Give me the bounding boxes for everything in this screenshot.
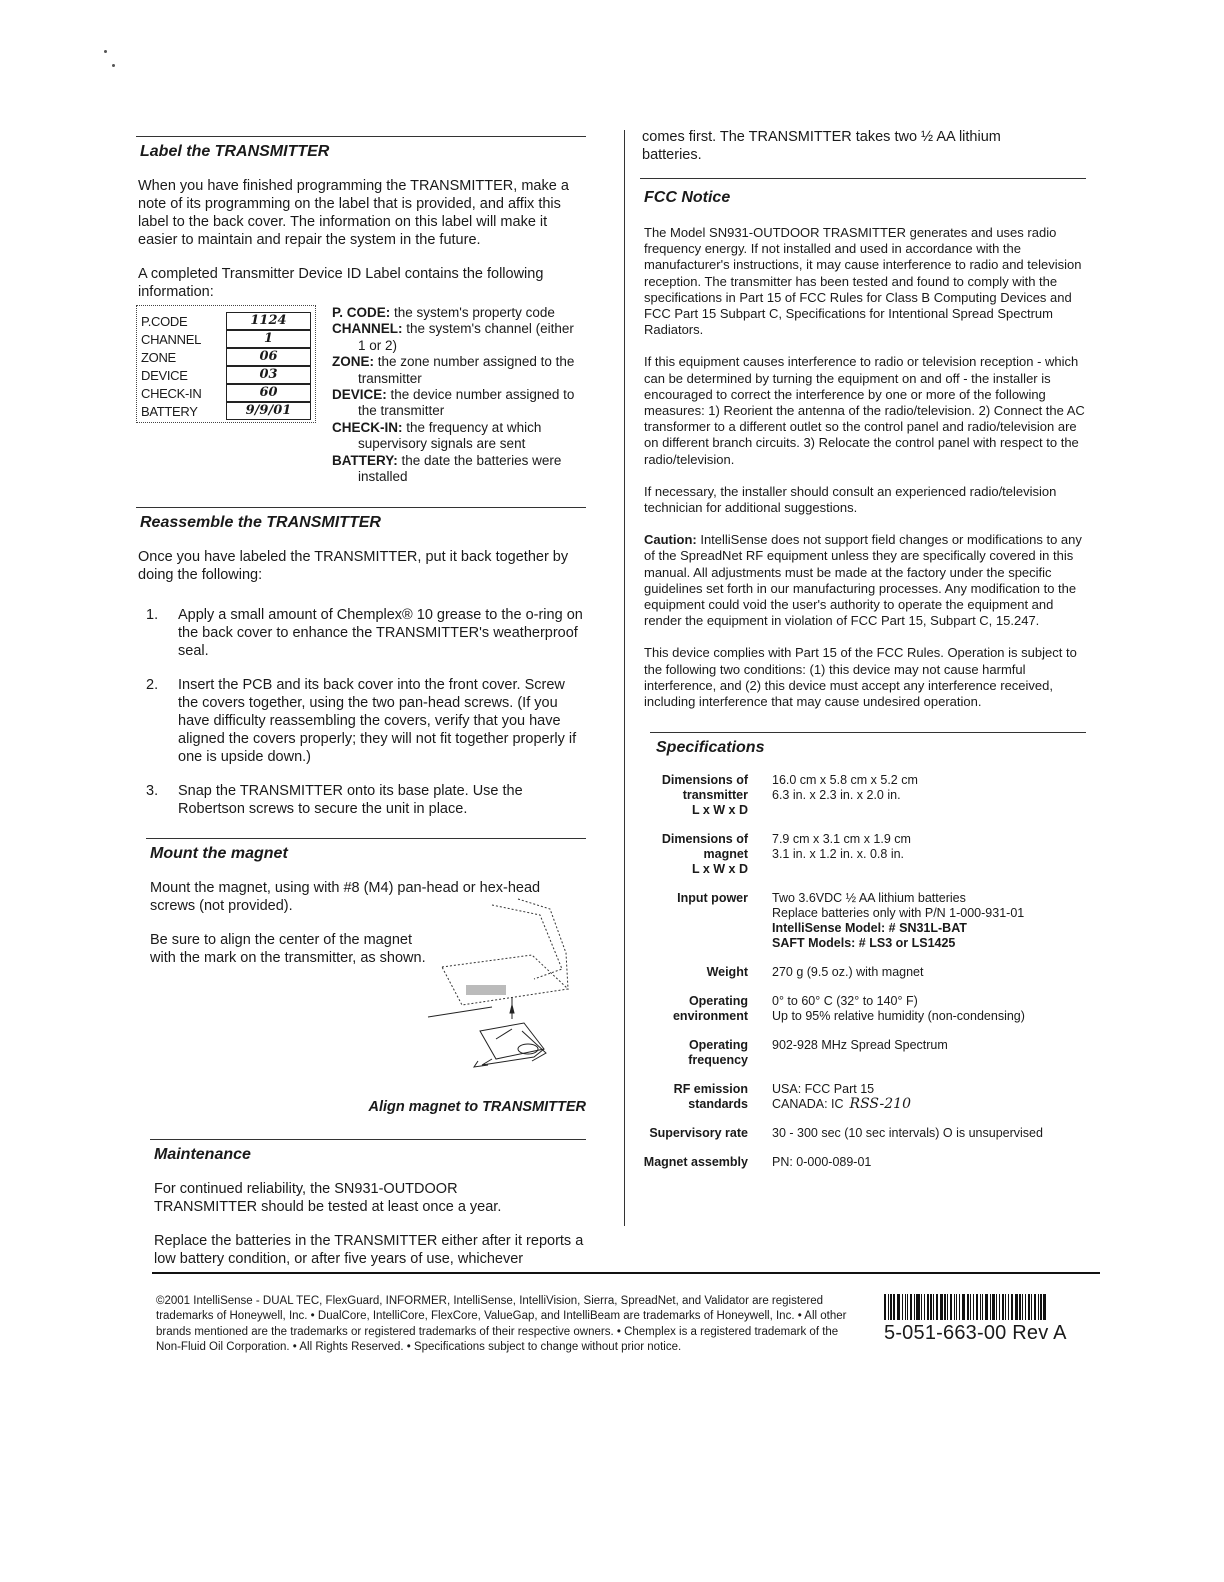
spec-row xyxy=(640,1082,1086,1112)
left-column xyxy=(136,136,586,1284)
barcode-bar xyxy=(1002,1294,1004,1320)
magnet-figure-caption: Align magnet to TRANSMITTER xyxy=(368,1099,586,1116)
barcode-bar xyxy=(1031,1294,1032,1320)
barcode-bar xyxy=(982,1294,983,1320)
label-row xyxy=(141,330,311,348)
spec-row xyxy=(640,1155,1086,1170)
barcode-bar xyxy=(956,1294,957,1320)
desc-battery: BATTERY: the date the batteries were installed xyxy=(332,452,562,485)
desc-pcode: P. CODE: the system's property code xyxy=(332,305,555,320)
spec-row xyxy=(640,994,1086,1024)
barcode-bar xyxy=(1025,1294,1026,1320)
spec-row xyxy=(640,1126,1086,1141)
spec-row xyxy=(640,773,1086,818)
column-divider xyxy=(624,130,625,1226)
label-value: 06 xyxy=(226,348,311,366)
desc-channel: CHANNEL: the system's channel (either 1 or 2) xyxy=(332,321,574,353)
section-rule xyxy=(146,838,586,839)
right-column xyxy=(640,128,1086,1184)
label-key: ZONE xyxy=(141,349,176,365)
reassemble-intro: Once you have labeled the TRANSMITTER, put it back together by doing the following: xyxy=(138,549,569,584)
battery-replacement-text: Replace the batteries in the TRANSMITTER either after it reports a low battery condition, or after five years of use, whichever xyxy=(154,1233,584,1268)
part-barcode-block xyxy=(884,1294,1094,1345)
spec-label: Operating frequency xyxy=(688,1038,748,1068)
spec-label: Operating environment xyxy=(672,994,748,1024)
barcode-bar xyxy=(910,1294,912,1320)
fcc-caution: Caution: IntelliSense does not support field changes or modifications to any of the SpreadNet RF equipment unless they are specifically covered in this manual. All adjustments must be made at the factory under the specific guidelines set forth in our manufacturing processes. Any modification to the equipment could void the user's authority to operate the equipment and render the equipment in violation of FCC Part 15, Subpart C, 15.247. xyxy=(644,532,1082,629)
label-key: BATTERY xyxy=(141,403,198,419)
barcode-bar xyxy=(1034,1294,1036,1320)
spec-value: 30 - 300 sec (10 sec intervals) O is unsupervised xyxy=(772,1126,1043,1141)
label-key: P.CODE xyxy=(141,313,188,329)
spec-label: Dimensions of transmitter L x W x D xyxy=(661,773,748,818)
list-item: 2. Insert the PCB and its back cover into the front cover. Screw the covers together, using the two pan-head screws. (If you have difficulty reassembling the covers, verify that you have aligned the covers properly; they will not fit together properly if one is upside down.) xyxy=(146,677,577,766)
label-row xyxy=(141,384,311,402)
barcode-bar xyxy=(962,1294,965,1320)
barcode-bar xyxy=(905,1294,906,1320)
barcode-bar xyxy=(970,1294,971,1320)
barcode-bar xyxy=(944,1294,945,1320)
battery-continued-text: comes first. The TRANSMITTER takes two ½ AA lithium batteries. xyxy=(642,129,1001,163)
label-section-intro: When you have finished programming the TRANSMITTER, make a note of its programming on the label that is provided, and affix this label to the back cover. The information on this label will make it easier to maintain and repair the system in the future. xyxy=(138,178,569,248)
spec-label: Weight xyxy=(706,965,748,980)
section-rule xyxy=(640,178,1086,179)
barcode-bar xyxy=(967,1294,969,1320)
barcode-bar xyxy=(907,1294,908,1320)
spec-value: 7.9 cm x 3.1 cm x 1.9 cm 3.1 in. x 1.2 in. x. 0.8 in. xyxy=(772,832,911,862)
reassemble-section-title: Reassemble the TRANSMITTER xyxy=(140,514,381,532)
label-key: CHECK-IN xyxy=(141,385,202,401)
magnet-section-title: Mount the magnet xyxy=(150,845,288,863)
barcode-bar xyxy=(1019,1294,1020,1320)
barcode-bar xyxy=(990,1294,991,1320)
spec-value: 902-928 MHz Spread Spectrum xyxy=(772,1038,948,1053)
barcode-bar xyxy=(1043,1294,1046,1320)
desc-device: DEVICE: the device number assigned to the transmitter xyxy=(332,387,575,419)
barcode-bar xyxy=(1028,1294,1030,1320)
spec-row xyxy=(640,1038,1086,1068)
barcode-bar xyxy=(927,1294,929,1320)
barcode-bar xyxy=(924,1294,925,1320)
label-section-lead: A completed Transmitter Device ID Label contains the following information: xyxy=(138,266,544,300)
label-key: CHANNEL xyxy=(141,331,202,347)
fcc-section-title: FCC Notice xyxy=(644,189,731,206)
barcode-bar xyxy=(888,1294,889,1320)
spec-value: 270 g (9.5 oz.) with magnet xyxy=(772,965,924,980)
footer-rule xyxy=(152,1272,1100,1274)
barcode-bar xyxy=(1022,1294,1023,1320)
barcode-bar xyxy=(976,1294,978,1320)
barcode-bar xyxy=(947,1294,948,1320)
section-rule xyxy=(136,507,586,508)
barcode-bar xyxy=(930,1294,931,1320)
part-number: 5-051-663-00 Rev A xyxy=(884,1322,1067,1344)
barcode-bar xyxy=(916,1294,919,1320)
barcode-bar xyxy=(1038,1294,1039,1320)
barcode-bar xyxy=(980,1294,981,1320)
barcode-bar xyxy=(985,1294,988,1320)
barcode-bar xyxy=(1005,1294,1006,1320)
fcc-paragraph: If necessary, the installer should consult an experienced radio/television technician for additional suggestions. xyxy=(644,483,1057,516)
spec-label: Magnet assembly xyxy=(643,1155,748,1170)
spec-value: 16.0 cm x 5.8 cm x 5.2 cm 6.3 in. x 2.3 in. x 2.0 in. xyxy=(772,773,918,803)
device-id-label xyxy=(136,305,316,423)
section-rule xyxy=(150,1139,586,1140)
footer-legal-text: ©2001 IntelliSense - DUAL TEC, FlexGuard, INFORMER, IntelliSense, IntelliVision, Sierra, SpreadNet, and Validator are registered trademarks of Honeywell, Inc. • DualCore, IntelliCore, FlexCore, ValueGap, and IntelliBeam are trademarks of Honeywell, Inc. • All other brands mentioned are the trademarks or registered trademarks of their respective owners. • Chemplex is a registered trademark of the Non-Fluid Oil Corporation. • All Rights Reserved. • Specifications subject to change without prior notice. xyxy=(156,1295,847,1354)
barcode-bar xyxy=(890,1294,891,1320)
label-row xyxy=(141,312,311,330)
section-rule xyxy=(650,732,1086,733)
barcode-bar xyxy=(897,1294,900,1320)
barcode-bar xyxy=(954,1294,955,1320)
spec-value: USA: FCC Part 15 CANADA: IC RSS-210 xyxy=(772,1082,911,1113)
barcode-bar xyxy=(1008,1294,1009,1320)
barcode-bar xyxy=(950,1294,952,1320)
label-value: 03 xyxy=(226,366,311,384)
handwritten-note: RSS-210 xyxy=(849,1096,911,1113)
barcode-bar xyxy=(1015,1294,1018,1320)
barcode xyxy=(884,1294,1094,1320)
barcode-bar xyxy=(884,1294,886,1320)
spec-row xyxy=(640,832,1086,877)
desc-checkin: CHECK-IN: the frequency at which supervisory signals are sent xyxy=(332,419,542,452)
maintenance-text: For continued reliability, the SN931-OUTDOOR TRANSMITTER should be tested at least once a year. xyxy=(154,1181,502,1216)
label-value: 1124 xyxy=(226,312,311,330)
spec-value: PN: 0-000-089-01 xyxy=(772,1155,872,1170)
magnet-alignment-illustration xyxy=(422,889,582,1081)
specifications-title: Specifications xyxy=(656,739,765,757)
spec-value: 0° to 60° C (32° to 140° F) Up to 95% relative humidity (non-condensing) xyxy=(772,994,1025,1024)
label-value: 1 xyxy=(226,330,311,348)
label-key: DEVICE xyxy=(141,367,188,383)
spec-row xyxy=(640,891,1086,951)
maintenance-section-title: Maintenance xyxy=(154,1146,251,1164)
list-item: 3. Snap the TRANSMITTER onto its base plate. Use the Robertson screws to secure the unit in place. xyxy=(146,783,523,818)
label-section-title: Label the TRANSMITTER xyxy=(140,143,330,160)
spec-value: Two 3.6VDC ½ AA lithium batteries Replace batteries only with P/N 1-000-931-01 IntelliSense Model: # SN31L-BAT SAFT Models: # LS3 or LS1425 xyxy=(772,891,1025,951)
reassemble-steps xyxy=(136,606,586,818)
spec-label: RF emission standards xyxy=(673,1082,748,1112)
barcode-bar xyxy=(914,1294,915,1320)
spec-label: Supervisory rate xyxy=(649,1126,748,1141)
barcode-bar xyxy=(992,1294,994,1320)
barcode-bar xyxy=(959,1294,960,1320)
label-field-descriptions xyxy=(330,305,580,485)
barcode-bar xyxy=(1011,1294,1013,1320)
spec-label: Input power xyxy=(677,891,748,906)
barcode-bar xyxy=(933,1294,934,1320)
barcode-bar xyxy=(940,1294,943,1320)
magnet-alignment-note: Be sure to align the center of the magnet with the mark on the transmitter, as shown. xyxy=(150,932,426,967)
barcode-bar xyxy=(996,1294,997,1320)
section-rule xyxy=(136,136,586,137)
barcode-bar xyxy=(902,1294,903,1320)
desc-zone: ZONE: the zone number assigned to the transmitter xyxy=(332,354,575,386)
specifications-table xyxy=(640,773,1086,1170)
scan-speck xyxy=(112,64,115,67)
barcode-bar xyxy=(999,1294,1000,1320)
fcc-paragraph: If this equipment causes interference to radio or television reception - which can be determined by turning the equipment on and off - the installer is encouraged to correct the interference by one or more of the following measures: 1) Reorient the antenna of the radio/television. 2) Connect the AC transformer to a different outlet so the control panel and radio/television are on different branch circuits. 3) Relocate the control panel with respect to the radio/television. xyxy=(644,354,1085,467)
list-item: 1. Apply a small amount of Chemplex® 10 grease to the o-ring on the back cover to enhance the TRANSMITTER's weatherproof seal. xyxy=(146,607,583,660)
label-value: 60 xyxy=(226,384,311,402)
device-id-label-example xyxy=(136,305,586,485)
spec-label: Dimensions of magnet L x W x D xyxy=(661,832,748,877)
spec-row xyxy=(640,965,1086,980)
magnet-instructions: Mount the magnet, using with #8 (M4) pan-head or hex-head screws (not provided). xyxy=(150,880,541,915)
barcode-bar xyxy=(921,1294,922,1320)
magnet-section xyxy=(136,879,586,1099)
fcc-paragraph: This device complies with Part 15 of the FCC Rules. Operation is subject to the following two conditions: (1) this device may not cause harmful interference, and (2) this device must accept any interference received, including interference that may cause undesired operation. xyxy=(644,645,1077,710)
barcode-bar xyxy=(973,1294,974,1320)
label-row xyxy=(141,366,311,384)
barcode-bar xyxy=(893,1294,895,1320)
scan-speck xyxy=(104,50,107,53)
label-value: 9/9/01 xyxy=(226,402,311,420)
fcc-paragraph: The Model SN931-OUTDOOR TRASMITTER generates and uses radio frequency energy. If not installed and used in accordance with the manufacturer's instructions, it may cause interference to radio and television reception. The transmitter has been tested and found to comply with the specifications in Part 15 of FCC Rules for Class B Computing Devices and FCC Part 15 Subpart C, Specifications for Intentional Spread Spectrum Radiators. xyxy=(644,225,1082,338)
label-row xyxy=(141,402,311,420)
label-row xyxy=(141,348,311,366)
barcode-bar xyxy=(936,1294,938,1320)
barcode-bar xyxy=(1040,1294,1041,1320)
